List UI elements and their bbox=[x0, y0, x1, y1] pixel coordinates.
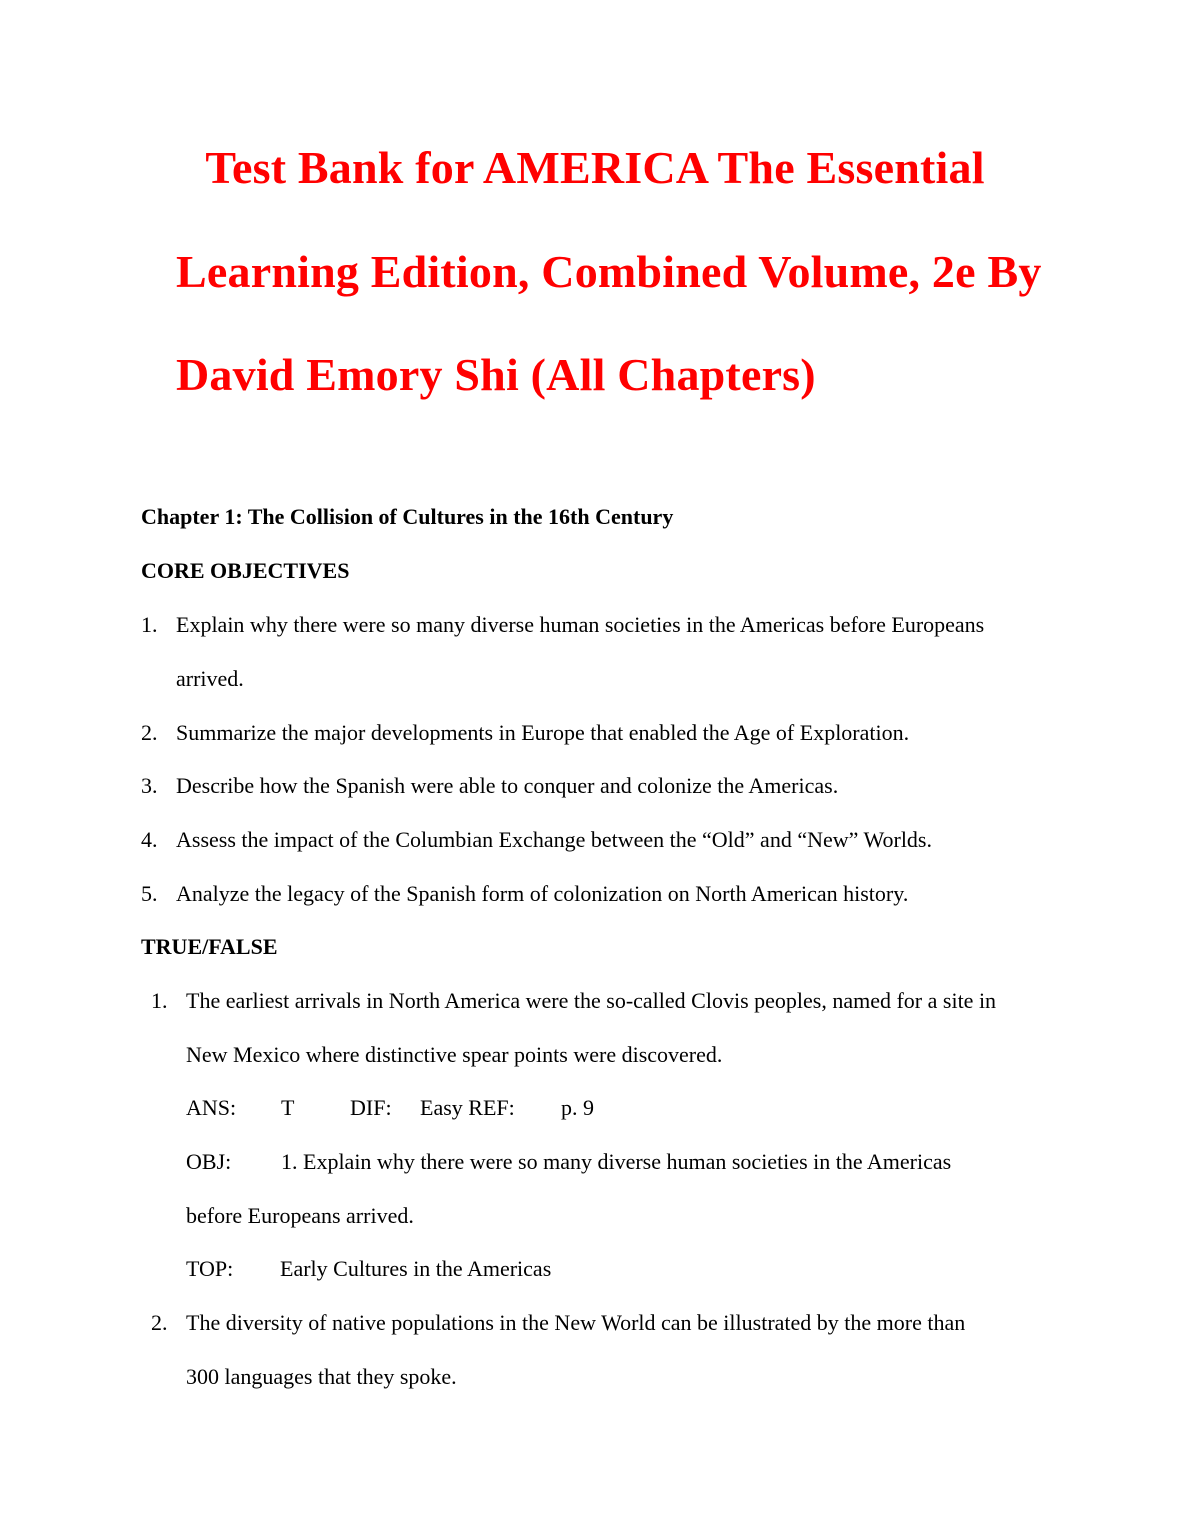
objective-text: Analyze the legacy of the Spanish form of colonization on North American history. bbox=[176, 881, 909, 906]
objective-number: 1. bbox=[141, 612, 158, 637]
objective-text: Assess the impact of the Columbian Exchange between the “Old” and “New” Worlds. bbox=[176, 827, 932, 852]
answer-label: ANS: bbox=[186, 1095, 237, 1120]
question-text-continued: New Mexico where distinctive spear points were discovered. bbox=[186, 1042, 723, 1067]
objective-number: 3. bbox=[141, 773, 158, 798]
objective-label: OBJ: bbox=[186, 1149, 232, 1174]
document-title-line-1: Test Bank for AMERICA The Essential bbox=[205, 142, 985, 193]
document-title-line-2: Learning Edition, Combined Volume, 2e By bbox=[176, 246, 1042, 297]
document-title-line-3: David Emory Shi (All Chapters) bbox=[176, 349, 816, 400]
objective-text-continued: arrived. bbox=[176, 666, 244, 691]
question-text: The earliest arrivals in North America were the so-called Clovis peoples, named for a site in bbox=[186, 988, 997, 1013]
question-number: 2. bbox=[151, 1310, 168, 1335]
topic-value: Early Cultures in the Americas bbox=[280, 1256, 552, 1281]
objective-reference-continued: before Europeans arrived. bbox=[186, 1203, 414, 1228]
question-text-continued: 300 languages that they spoke. bbox=[186, 1364, 457, 1389]
objective-reference: 1. Explain why there were so many diverse human societies in the Americas bbox=[281, 1149, 952, 1174]
question-number: 1. bbox=[151, 988, 168, 1013]
objective-number: 5. bbox=[141, 881, 158, 906]
difficulty-label: DIF: bbox=[350, 1095, 392, 1120]
reference-value: p. 9 bbox=[561, 1095, 594, 1120]
objective-number: 4. bbox=[141, 827, 158, 852]
chapter-heading: Chapter 1: The Collision of Cultures in the 16th Century bbox=[141, 504, 674, 529]
question-text: The diversity of native populations in the New World can be illustrated by the more than bbox=[186, 1310, 966, 1335]
objective-text: Describe how the Spanish were able to conquer and colonize the Americas. bbox=[176, 773, 839, 798]
core-objectives-heading: CORE OBJECTIVES bbox=[141, 558, 350, 583]
answer-value: T bbox=[281, 1095, 295, 1120]
objective-text: Explain why there were so many diverse human societies in the Americas before Europeans bbox=[176, 612, 985, 637]
topic-label: TOP: bbox=[186, 1256, 234, 1281]
objective-number: 2. bbox=[141, 720, 158, 745]
objective-text: Summarize the major developments in Europe that enabled the Age of Exploration. bbox=[176, 720, 910, 745]
true-false-heading: TRUE/FALSE bbox=[141, 934, 278, 959]
difficulty-value: Easy REF: bbox=[420, 1095, 515, 1120]
